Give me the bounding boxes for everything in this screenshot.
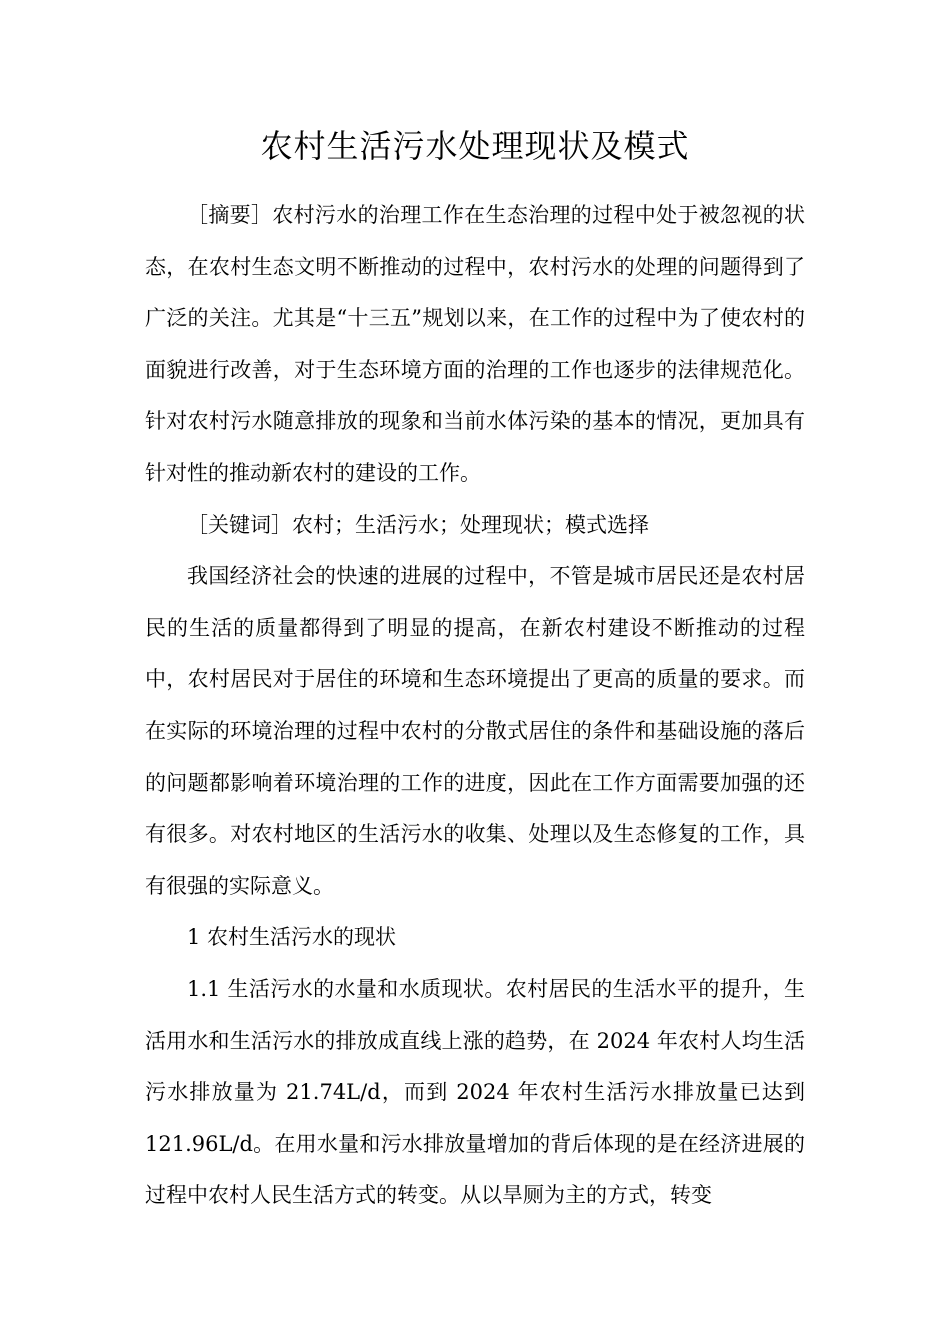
section-heading-1: 1 农村生活污水的现状 — [187, 925, 397, 950]
document-title: 农村生活污水处理现状及模式 — [260, 127, 690, 165]
document-body — [145, 190, 805, 1222]
abstract-paragraph: ［摘要］农村污水的治理工作在生态治理的过程中处于被忽视的状态，在农村生态文明不断推动的过程中，农村污水的处理的问题得到了广泛的关注。尤其是“十三五”规划以来，在工作的过程中为了使农村的面貌进行改善，对于生态环境方面的治理的工作也逐步的法律规范化。针对农村污水随意排放的现象和当前水体污染的基本的情况，更加具有针对性的推动新农村的建设的工作。 — [145, 203, 805, 485]
subsection-paragraph-1-1: 1.1 生活污水的水量和水质现状。农村居民的生活水平的提升，生活用水和生活污水的排放成直线上涨的趋势，在 2024 年农村人均生活污水排放量为 21.74L/d，而到 2024 年农村生活污水排放量已达到 121.96L/d。在用水量和污水排放量增加的背后体现的是在经济进展的过程中农村人民生活方式的转变。从以旱厕为主的方式，转变 — [145, 976, 805, 1208]
intro-paragraph: 我国经济社会的快速的进展的过程中，不管是城市居民还是农村居民的生活的质量都得到了明显的提高，在新农村建设不断推动的过程中，农村居民对于居住的环境和生态环境提出了更高的质量的要求。而在实际的环境治理的过程中农村的分散式居住的条件和基础设施的落后的问题都影响着环境治理的工作的进度，因此在工作方面需要加强的还有很多。对农村地区的生活污水的收集、处理以及生态修复的工作，具有很强的实际意义。 — [145, 564, 805, 898]
keywords-paragraph: ［关键词］农村；生活污水；处理现状；模式选择 — [187, 512, 649, 537]
